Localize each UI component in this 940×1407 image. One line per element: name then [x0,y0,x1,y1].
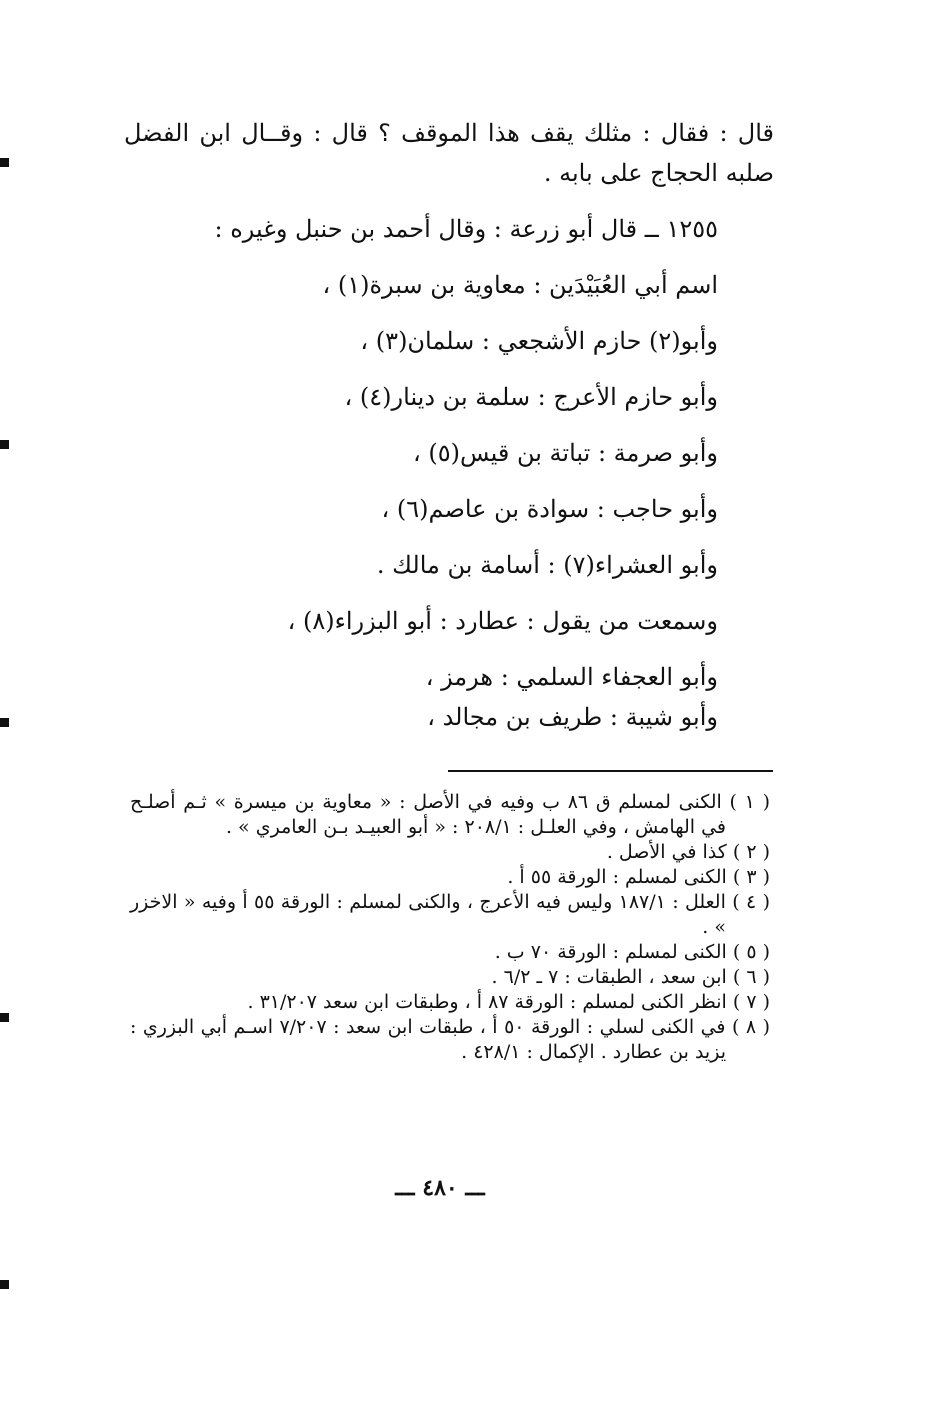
entry-line: وأبو حاجب : سوادة بن عاصم(٦) ، [381,495,718,523]
footnote: ( ٧ ) انظر الكنى لمسلم : الورقة ٨٧ أ ، وطبقات ابن سعد ٣١/٢٠٧ . [247,991,770,1013]
margin-mark [0,1280,9,1289]
footnote: ( ٨ ) في الكنى لسلي : الورقة ٥٠ أ ، طبقات ابن سعد : ٧/٢٠٧ اسـم أبي البزري : يزيد بن عطارد . الإكمال : ٤٢٨/١ . [130,1016,770,1063]
footnotes [130,790,770,1065]
footnote: ( ١ ) الكنى لمسلم ق ٨٦ ب وفيه في الأصل : « معاوية بن ميسرة » ثـم أصلـح في الهامش ، وفي العلـل : ٢٠٨/١ : « أبو العبيـد بـن العامري » . [130,791,771,838]
footnote: ( ٣ ) الكنى لمسلم : الورقة ٥٥ أ . [507,866,770,888]
margin-mark [0,158,9,167]
margin-mark [0,718,9,727]
margin-mark [0,440,9,449]
footnote: ( ٤ ) العلل : ١٨٧/١ وليس فيه الأعرج ، والكنى لمسلم : الورقة ٥٥ أ وفيه « الاخزر » . [130,891,770,938]
entry-line: اسم أبي العُبَيْدَين : معاوية بن سبرة(١) ، [322,271,718,299]
page-number: ـــ ٤٨٠ ـــ [395,1175,485,1201]
footnote: ( ٥ ) الكنى لمسلم : الورقة ٧٠ ب . [494,941,770,963]
entry-line: وأبو شيبة : طريف بن مجالد ، [427,703,718,731]
entry-line: وسمعت من يقول : عطارد : أبو البزراء(٨) ، [287,607,718,635]
entry-heading: ١٢٥٥ ــ قال أبو زرعة : وقال أحمد بن حنبل وغيره : [214,215,718,243]
footnote: ( ٢ ) كذا في الأصل . [606,841,770,863]
entry-line: وأبو العجفاء السلمي : هرمز ، [425,663,718,691]
entry-line: وأبو(٢) حازم الأشجعي : سلمان(٣) ، [360,327,718,355]
intro-paragraph: قال : فقال : مثلك يقف هذا الموقف ؟ قال : وقــال ابن الفضل صلبه الحجاج على بابه . [124,119,774,187]
entry-line: وأبو العشراء(٧) : أسامة بن مالك . [376,551,718,579]
footnote: ( ٦ ) ابن سعد ، الطبقات : ٧ ـ ٦/٢ . [491,966,770,988]
margin-mark [0,1013,9,1022]
footnote-divider [448,770,773,772]
entry-line: وأبو حازم الأعرج : سلمة بن دينار(٤) ، [344,383,718,411]
entry-line: وأبو صرمة : تباتة بن قيس(٥) ، [413,439,718,467]
